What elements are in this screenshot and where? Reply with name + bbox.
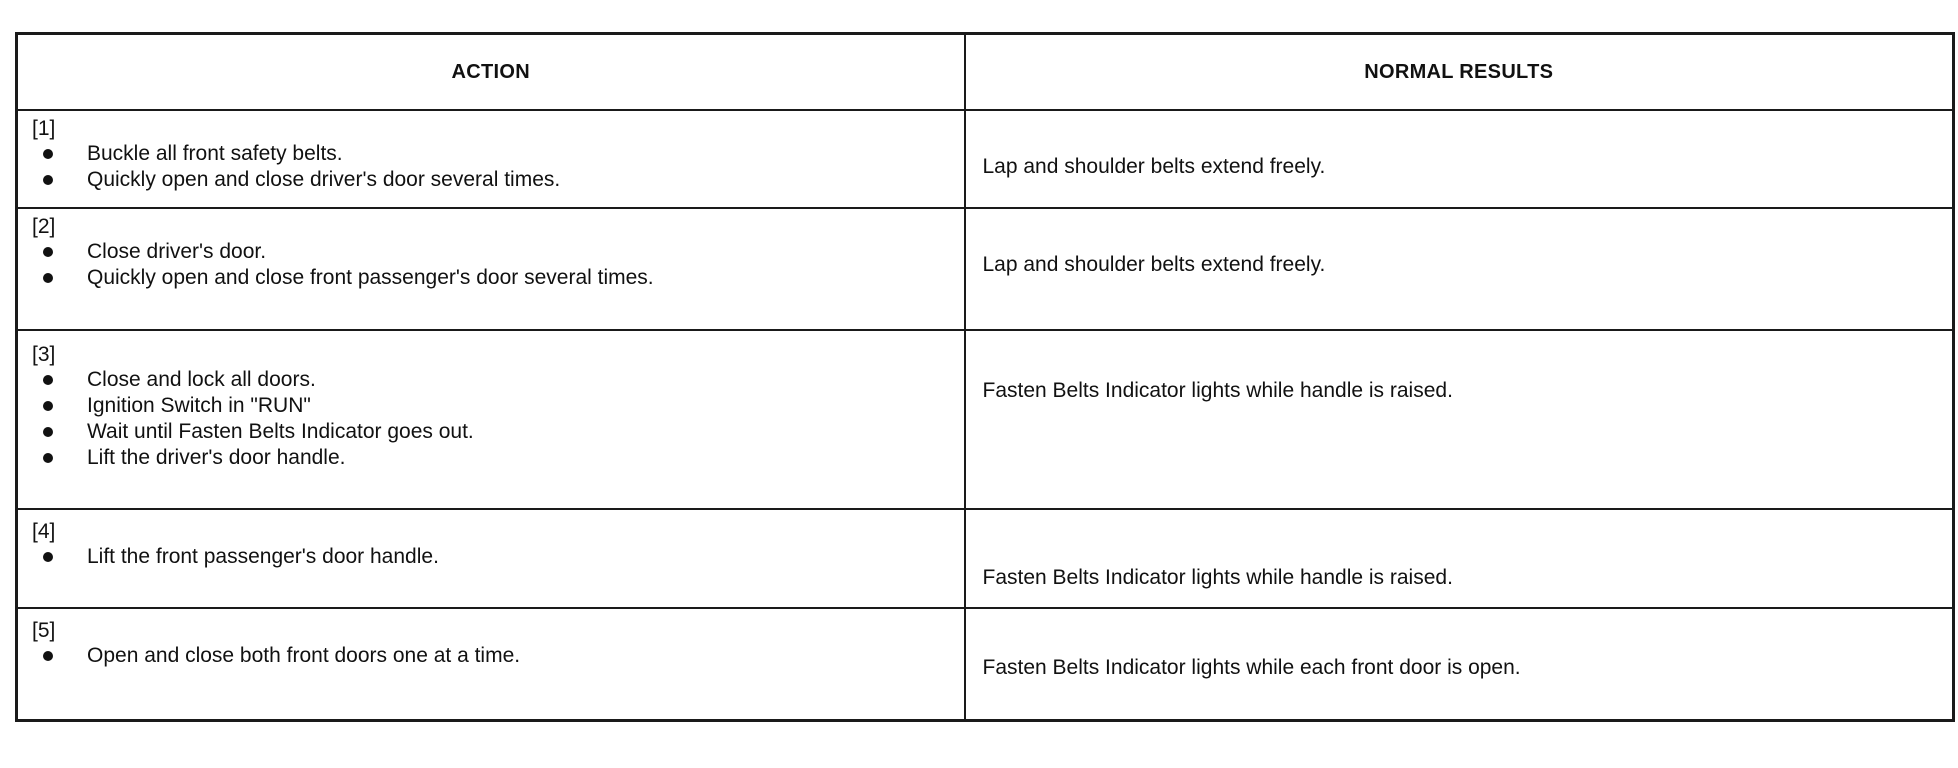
bullet-icon: [43, 427, 53, 437]
action-item: Close and lock all doors.: [32, 367, 964, 393]
result-text: Lap and shoulder belts extend freely.: [982, 253, 1326, 276]
action-cell: [17, 509, 965, 608]
action-item: Quickly open and close driver's door several times.: [32, 167, 964, 193]
action-item: Lift the front passenger's door handle.: [32, 544, 964, 570]
bullet-icon: [43, 175, 53, 185]
action-item: Close driver's door.: [32, 239, 964, 265]
result-text: Lap and shoulder belts extend freely.: [982, 155, 1326, 178]
step-number: [5]: [32, 619, 56, 642]
procedure-table: [15, 32, 1955, 722]
action-item: Wait until Fasten Belts Indicator goes out.: [32, 419, 964, 445]
result-text: Fasten Belts Indicator lights while handle is raised.: [982, 379, 1453, 402]
action-item: Lift the driver's door handle.: [32, 445, 964, 471]
table-row: [17, 608, 1954, 721]
result-cell: [965, 208, 1954, 330]
normal-results-column-header: NORMAL RESULTS: [965, 34, 1954, 111]
bullet-icon: [43, 375, 53, 385]
result-cell: [965, 608, 1954, 721]
action-list: [32, 643, 964, 669]
result-text: Fasten Belts Indicator lights while each front door is open.: [982, 656, 1521, 679]
action-list: [32, 141, 964, 193]
action-item: Ignition Switch in "RUN": [32, 393, 964, 419]
bullet-icon: [43, 453, 53, 463]
step-number: [4]: [32, 520, 56, 543]
header-row: [17, 34, 1954, 111]
table-row: [17, 208, 1954, 330]
bullet-icon: [43, 651, 53, 661]
step-number: [3]: [32, 343, 56, 366]
result-cell: [965, 110, 1954, 208]
action-list: [32, 544, 964, 570]
result-cell: [965, 509, 1954, 608]
action-item: Quickly open and close front passenger's door several times.: [32, 265, 707, 291]
result-text: Fasten Belts Indicator lights while handle is raised.: [982, 566, 1453, 589]
step-number: [1]: [32, 117, 56, 140]
table-row: [17, 110, 1954, 208]
action-cell: [17, 208, 965, 330]
bullet-icon: [43, 149, 53, 159]
result-cell: [965, 330, 1954, 509]
table-row: [17, 509, 1954, 608]
action-item: Open and close both front doors one at a time.: [32, 643, 964, 669]
action-column-header: ACTION: [17, 34, 965, 111]
action-cell: [17, 110, 965, 208]
action-item: Buckle all front safety belts.: [32, 141, 964, 167]
action-list: [32, 367, 964, 471]
bullet-icon: [43, 273, 53, 283]
action-cell: [17, 330, 965, 509]
table-row: [17, 330, 1954, 509]
bullet-icon: [43, 552, 53, 562]
step-number: [2]: [32, 215, 56, 238]
bullet-icon: [43, 247, 53, 257]
action-cell: [17, 608, 965, 721]
action-list: [32, 239, 964, 291]
bullet-icon: [43, 401, 53, 411]
